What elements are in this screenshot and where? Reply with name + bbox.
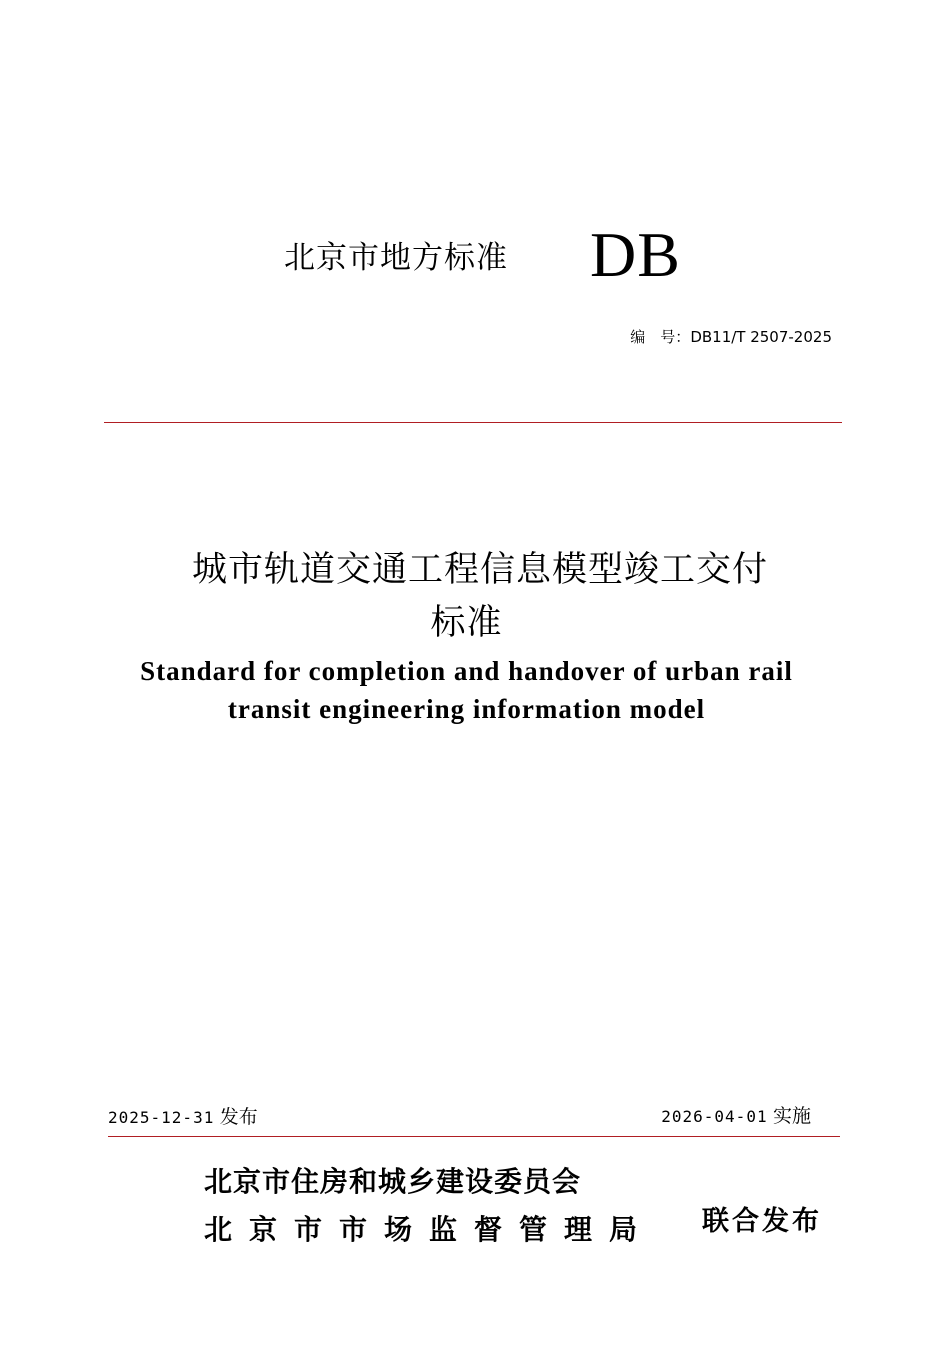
issue-date-word: 发布 — [219, 1106, 258, 1128]
top-divider — [104, 422, 842, 423]
bottom-divider — [108, 1136, 840, 1137]
standard-number-label: 编 号： — [630, 328, 691, 346]
standard-type: 北京市地方标准 — [284, 240, 508, 276]
effective-date — [661, 1101, 811, 1128]
issuer-line1: 北京市住房和城乡建设委员会 — [204, 1165, 582, 1198]
joint-issue-label: 联合发布 — [702, 1206, 822, 1237]
standard-number — [630, 326, 832, 347]
effective-date-word: 实施 — [772, 1105, 811, 1127]
issuer-line2: 北京市市场监督管理局 — [204, 1213, 655, 1246]
issue-date — [108, 1102, 258, 1129]
title-cn-line1: 城市轨道交通工程信息模型竣工交付 — [191, 550, 768, 590]
effective-date-value: 2026-04-01 — [661, 1107, 768, 1126]
db-logo: DB — [590, 219, 681, 290]
title-en-line2: transit engineering information model — [227, 694, 706, 724]
standard-number-value: DB11/T 2507-2025 — [690, 328, 832, 346]
issue-date-value: 2025-12-31 — [108, 1108, 215, 1127]
title-cn-line2: 标准 — [430, 603, 503, 643]
title-en-line1: Standard for completion and handover of urban rail — [140, 656, 793, 686]
